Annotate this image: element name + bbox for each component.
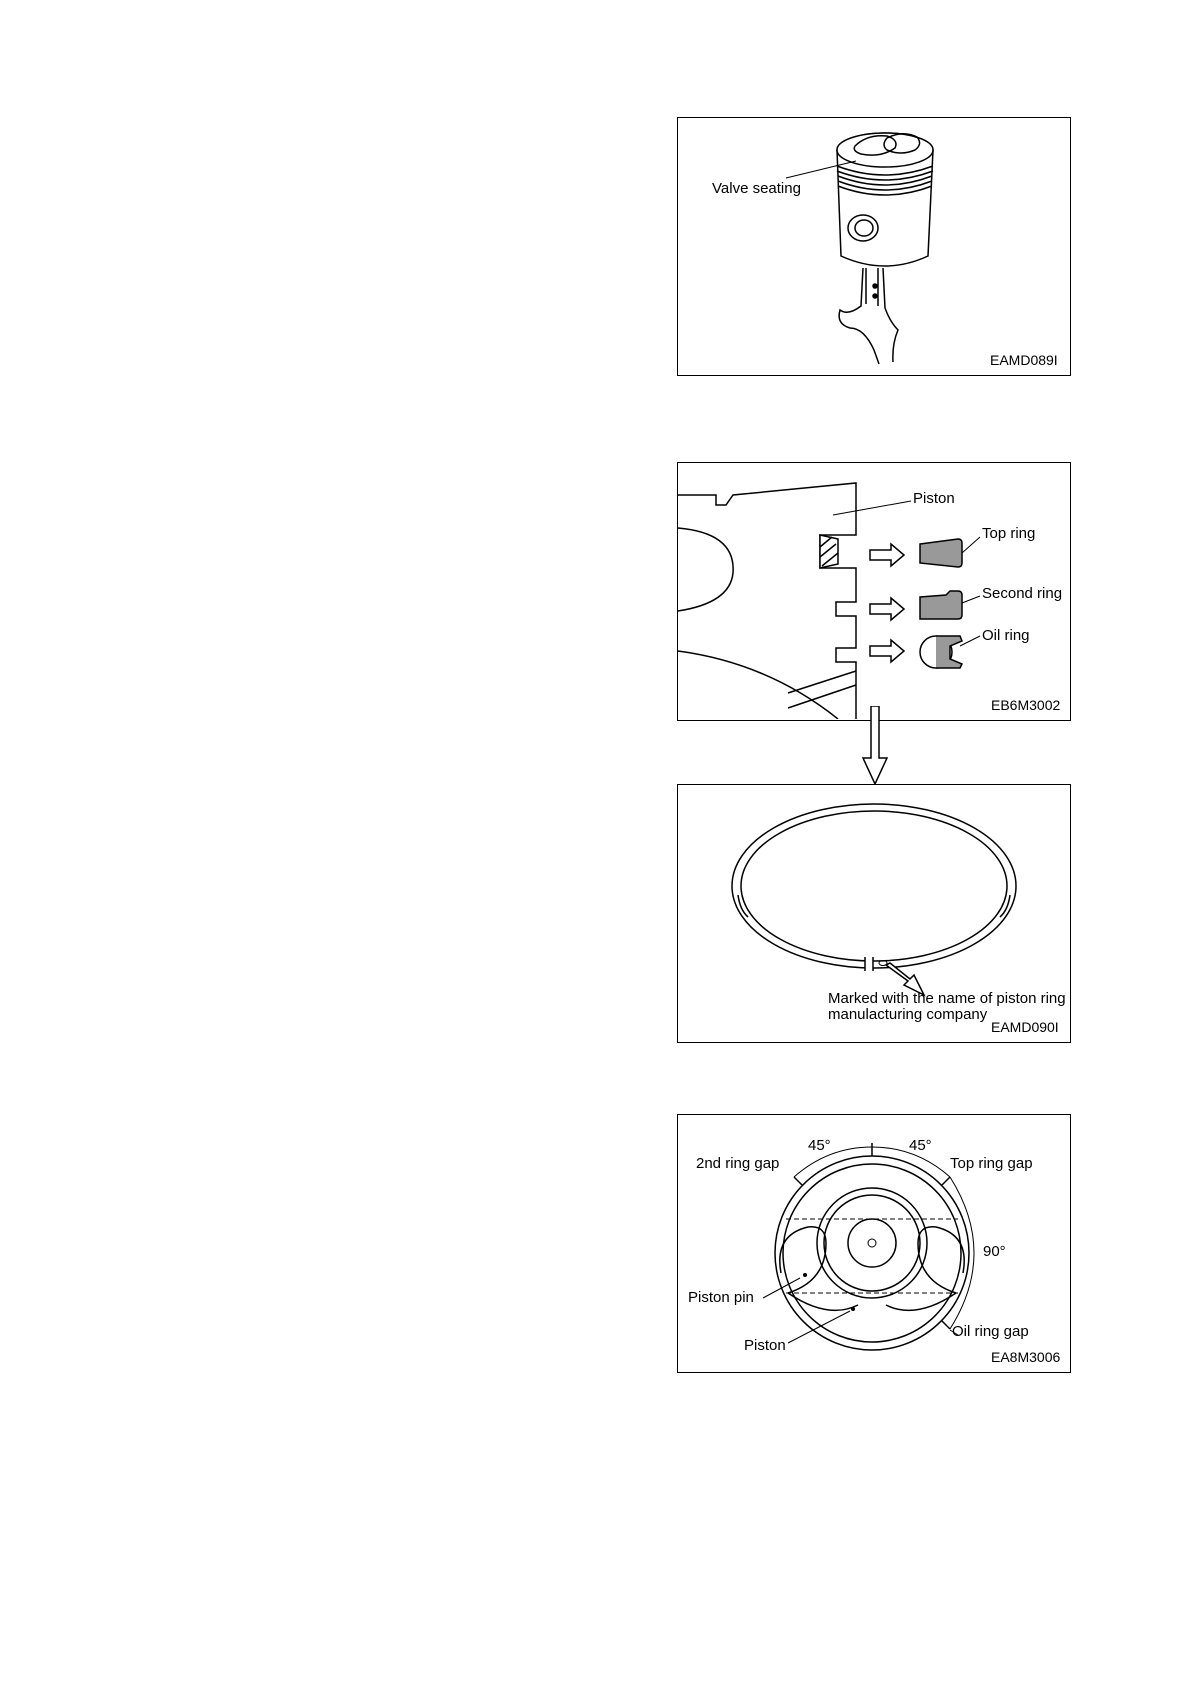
second-ring-label: Second ring	[982, 585, 1063, 602]
figure-code: EAMD090I	[991, 1019, 1059, 1035]
piston-ring-illustration	[678, 785, 1069, 1041]
piston-label: Piston	[744, 1337, 786, 1354]
down-arrow-icon	[860, 706, 890, 786]
figure-code: EA8M3006	[991, 1349, 1061, 1365]
ring-section-illustration	[678, 463, 1069, 719]
angle-right-label: 45°	[909, 1137, 932, 1154]
top-ring-label: Top ring	[982, 525, 1036, 542]
oil-ring-label: Oil ring	[982, 627, 1030, 644]
figure-code: EB6M3002	[991, 697, 1061, 713]
piston-assembly-illustration	[678, 118, 1069, 374]
oil-ring-gap-label: Oil ring gap	[952, 1323, 1029, 1340]
piston-pin-label: Piston pin	[688, 1289, 754, 1306]
top-ring-gap-label: Top ring gap	[950, 1155, 1033, 1172]
piston-label: Piston	[913, 490, 955, 507]
figure-valve-seating	[677, 117, 1071, 376]
ring-gap-diagram	[678, 1115, 1069, 1371]
marking-label-line2: manulacturing company	[828, 1006, 988, 1023]
figure-ring-marking	[677, 784, 1071, 1043]
figure-ring-gap-positions	[677, 1114, 1071, 1373]
valve-seating-label: Valve seating	[712, 180, 801, 197]
angle-90-label: 90°	[983, 1243, 1006, 1260]
second-ring-gap-label: 2nd ring gap	[696, 1155, 780, 1172]
figure-ring-cross-sections	[677, 462, 1071, 721]
marking-label-line1: Marked with the name of piston ring	[828, 990, 1066, 1007]
angle-left-label: 45°	[808, 1137, 831, 1154]
figure-code: EAMD089I	[990, 352, 1058, 368]
